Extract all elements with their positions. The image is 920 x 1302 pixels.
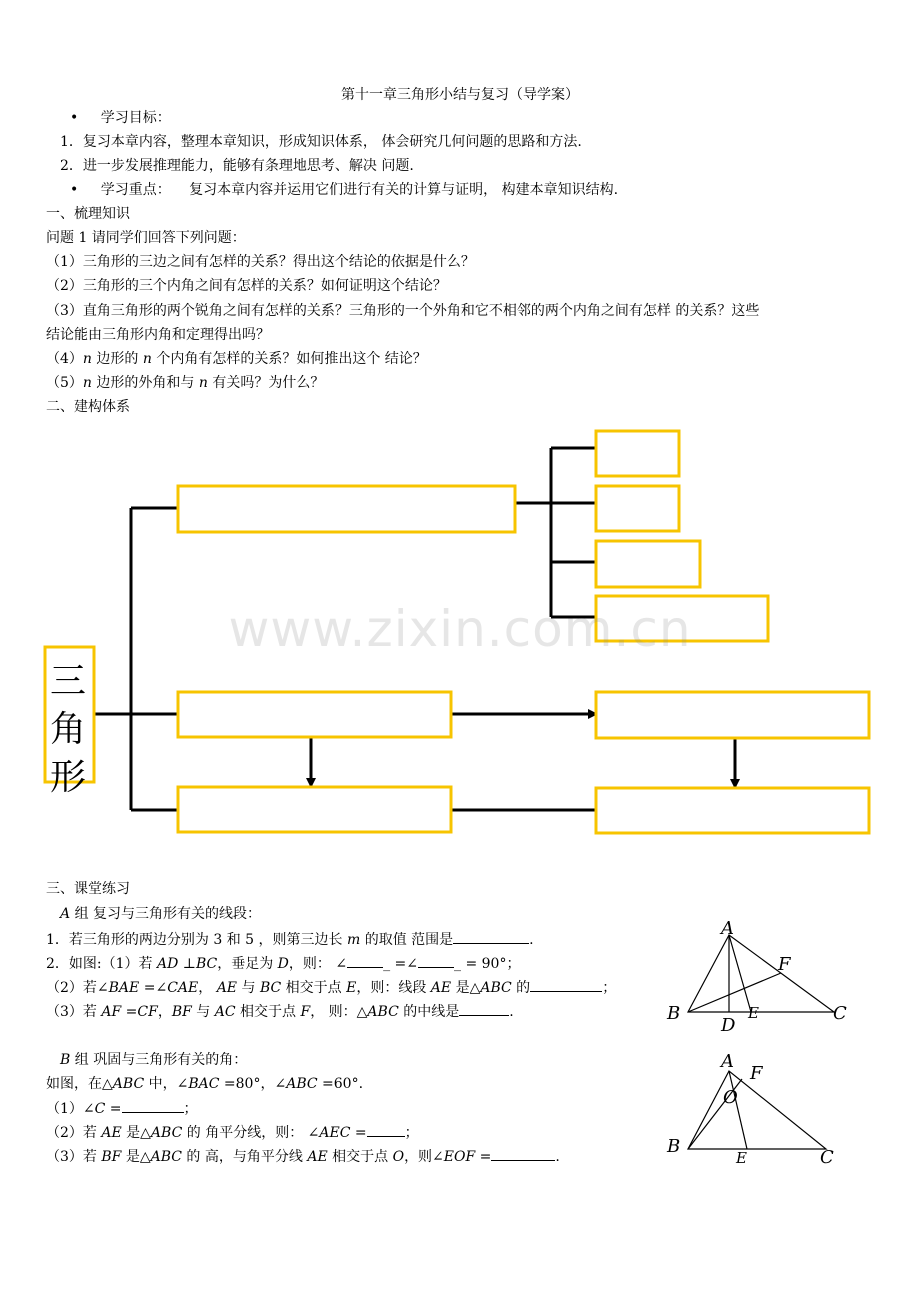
text: （2）若 bbox=[46, 1125, 102, 1141]
text: =∠ bbox=[139, 980, 168, 996]
text: 中，∠ bbox=[144, 1076, 189, 1092]
text: . bbox=[529, 932, 534, 948]
exercise-b0 bbox=[46, 1074, 363, 1094]
text: 个内角有怎样的关系？如何推出这个 结论？ bbox=[151, 351, 427, 367]
question-1: （1）三角形的三边之间有怎样的关系？得出这个结论的依据是什么？ bbox=[46, 254, 475, 270]
goals-label: 学习目标： bbox=[100, 110, 171, 126]
diagram-char-1: 三 bbox=[50, 661, 87, 702]
text: （2）若∠ bbox=[46, 980, 109, 996]
text: _ = 90°； bbox=[454, 956, 521, 972]
triangle-abc-1 bbox=[688, 935, 834, 1012]
group-a-heading bbox=[60, 904, 261, 924]
blank-box bbox=[596, 788, 869, 833]
text: =60°. bbox=[317, 1076, 364, 1092]
label-a: A bbox=[721, 918, 734, 939]
median-bf bbox=[688, 973, 781, 1012]
blank-box bbox=[596, 486, 679, 531]
answer-blank[interactable] bbox=[122, 1098, 184, 1113]
answer-blank[interactable] bbox=[418, 953, 454, 968]
var: BF bbox=[101, 1149, 122, 1165]
key-label: 学习重点： bbox=[100, 182, 171, 198]
label-e: E bbox=[736, 1149, 747, 1167]
blank-box bbox=[178, 692, 451, 737]
watermark: www.zixin.com.cn bbox=[228, 600, 692, 658]
var: BC bbox=[195, 956, 218, 972]
var: C bbox=[94, 1101, 106, 1117]
text: 相交于点 bbox=[281, 980, 347, 996]
exercise-a3 bbox=[46, 977, 616, 998]
text: ， 则：△ bbox=[310, 1004, 368, 1020]
question-3-line-1: （3）直角三角形的两个锐角之间有怎样的关系？三角形的一个外角和它不相邻的两个内角之间有怎样 的关系？这些 bbox=[46, 303, 760, 319]
answer-blank[interactable] bbox=[491, 1146, 555, 1161]
answer-blank[interactable] bbox=[453, 929, 529, 944]
var-n: n bbox=[142, 351, 152, 367]
answer-blank[interactable] bbox=[530, 977, 602, 992]
label-d: D bbox=[721, 1015, 736, 1036]
var: BAC bbox=[188, 1076, 220, 1092]
text: 相交于点 bbox=[235, 1004, 301, 1020]
exercise-b2 bbox=[46, 1122, 419, 1143]
text: 是△ bbox=[121, 1149, 151, 1165]
text: 与 bbox=[191, 1004, 215, 1020]
section-3-heading: 三、课堂练习 bbox=[46, 881, 130, 897]
var: AD bbox=[156, 956, 179, 972]
exercise-b1 bbox=[46, 1098, 198, 1119]
blank-box bbox=[596, 541, 700, 587]
answer-blank[interactable] bbox=[459, 1001, 509, 1016]
text: = bbox=[121, 1004, 138, 1020]
text: 边形的外角和与 bbox=[91, 375, 199, 391]
text: 边形的 bbox=[91, 351, 143, 367]
diagram-char-3: 形 bbox=[50, 757, 87, 796]
text: 的 bbox=[511, 980, 531, 996]
text: （4） bbox=[46, 351, 83, 367]
text: （1）∠ bbox=[46, 1101, 95, 1117]
exercise-b3 bbox=[46, 1146, 560, 1167]
text: 的 角平分线，则： ∠ bbox=[182, 1125, 320, 1141]
var: CF bbox=[137, 1004, 158, 1020]
exercise-a4 bbox=[46, 1001, 514, 1022]
diagram-char-2: 角 bbox=[50, 709, 87, 750]
blank-box bbox=[596, 692, 869, 738]
label-o: O bbox=[723, 1087, 738, 1108]
text: . bbox=[509, 1004, 514, 1020]
var-n: n bbox=[82, 351, 92, 367]
text: 与 bbox=[237, 980, 260, 996]
var: ABC bbox=[367, 1004, 399, 1020]
label-c: C bbox=[820, 1147, 834, 1168]
var: E bbox=[346, 980, 357, 996]
text: （3）若 bbox=[46, 1149, 102, 1165]
bisector-ae bbox=[729, 935, 751, 1012]
exercise-a2 bbox=[46, 953, 520, 974]
question-2: （2）三角形的三个内角之间有怎样的关系？如何证明这个结论？ bbox=[46, 278, 447, 294]
text: 2．如图:（1）若 bbox=[46, 956, 157, 972]
var: F bbox=[300, 1004, 311, 1020]
var: CAE bbox=[167, 980, 199, 996]
label-e: E bbox=[748, 1004, 759, 1022]
var: D bbox=[277, 956, 289, 972]
text: 的取值 范围是 bbox=[360, 932, 454, 948]
var: AE bbox=[101, 1125, 122, 1141]
section-2-heading: 二、建构体系 bbox=[46, 399, 130, 415]
page-title: 第十一章三角形小结与复习（导学案） bbox=[341, 87, 579, 103]
var: AEC bbox=[319, 1125, 351, 1141]
var-n: n bbox=[198, 375, 208, 391]
blank-box bbox=[178, 486, 515, 532]
var: ABC bbox=[480, 980, 512, 996]
text: ，垂足为 bbox=[217, 956, 278, 972]
text: 是△ bbox=[451, 980, 481, 996]
text: ； bbox=[404, 1125, 419, 1141]
question-intro: 问题 1 请同学们回答下列问题： bbox=[46, 230, 246, 246]
height-bf bbox=[688, 1079, 742, 1149]
label-b: B bbox=[667, 1003, 681, 1024]
text: 相交于点 bbox=[327, 1149, 393, 1165]
var: ABC bbox=[150, 1149, 182, 1165]
text: 有关吗？为什么？ bbox=[207, 375, 325, 391]
text: 的 高，与角平分线 bbox=[181, 1149, 308, 1165]
text: ⊥ bbox=[178, 956, 196, 972]
group-letter: A bbox=[60, 906, 71, 922]
var: ABC bbox=[286, 1076, 318, 1092]
text: . bbox=[555, 1149, 560, 1165]
label-a: A bbox=[721, 1051, 734, 1072]
var: EOF bbox=[443, 1149, 476, 1165]
triangle-abc-2 bbox=[688, 1071, 826, 1149]
answer-blank[interactable] bbox=[347, 953, 383, 968]
text: ； bbox=[602, 980, 617, 996]
text: （5） bbox=[46, 375, 83, 391]
blank-box bbox=[596, 431, 679, 476]
label-b: B bbox=[667, 1136, 681, 1157]
var: BC bbox=[259, 980, 282, 996]
text: 的中线是 bbox=[398, 1004, 460, 1020]
var: ABC bbox=[150, 1125, 183, 1141]
text: 组 复习与三角形有关的线段： bbox=[70, 906, 262, 922]
text: ， bbox=[198, 980, 217, 996]
var: BF bbox=[171, 1004, 192, 1020]
group-b-heading bbox=[60, 1050, 247, 1070]
var: m bbox=[346, 932, 361, 948]
text: 如图，在△ bbox=[46, 1076, 113, 1092]
var: O bbox=[392, 1149, 405, 1165]
var: AE bbox=[430, 980, 452, 996]
var: BAE bbox=[108, 980, 140, 996]
text: = bbox=[105, 1101, 122, 1117]
blank-box bbox=[178, 787, 451, 832]
text: （3）若 bbox=[46, 1004, 102, 1020]
text: 是△ bbox=[121, 1125, 151, 1141]
exercise-a1 bbox=[46, 929, 534, 950]
bullet: • bbox=[70, 110, 79, 126]
goal-1: 1．复习本章内容，整理本章知识，形成知识体系， 体会研究几何问题的思路和方法. bbox=[60, 134, 582, 150]
bisector-ae-2 bbox=[729, 1071, 747, 1149]
text: ； bbox=[183, 1101, 198, 1117]
text: _ =∠ bbox=[383, 956, 419, 972]
label-f: F bbox=[750, 1063, 763, 1084]
text: 1．若三角形的两边分别为 3 和 5 ，则第三边长 bbox=[46, 932, 347, 948]
text: ，则： ∠ bbox=[288, 956, 348, 972]
var: AC bbox=[214, 1004, 236, 1020]
group-letter: B bbox=[60, 1052, 71, 1068]
text: ，则∠ bbox=[404, 1149, 444, 1165]
key-text: 复习本章内容并运用它们进行有关的计算与证明， 构建本章知识结构. bbox=[189, 182, 619, 198]
text: 组 巩固与三角形有关的角： bbox=[70, 1052, 248, 1068]
section-1-heading: 一、梳理知识 bbox=[46, 206, 130, 222]
goal-2: 2．进一步发展推理能力，能够有条理地思考、解决 问题. bbox=[60, 158, 414, 174]
question-3-line-2: 结论能由三角形内角和定理得出吗？ bbox=[46, 327, 270, 343]
answer-blank[interactable] bbox=[367, 1122, 405, 1137]
bullet: • bbox=[70, 182, 79, 198]
var: AE bbox=[307, 1149, 328, 1165]
var: AF bbox=[101, 1004, 122, 1020]
text: =80°，∠ bbox=[219, 1076, 287, 1092]
text: = bbox=[475, 1149, 492, 1165]
text: ，则：线段 bbox=[356, 980, 431, 996]
text: = bbox=[350, 1125, 367, 1141]
label-c: C bbox=[833, 1003, 847, 1024]
var: ABC bbox=[112, 1076, 145, 1092]
var-n: n bbox=[82, 375, 92, 391]
text: ， bbox=[157, 1004, 172, 1020]
var: AE bbox=[216, 980, 238, 996]
label-f: F bbox=[778, 954, 791, 975]
